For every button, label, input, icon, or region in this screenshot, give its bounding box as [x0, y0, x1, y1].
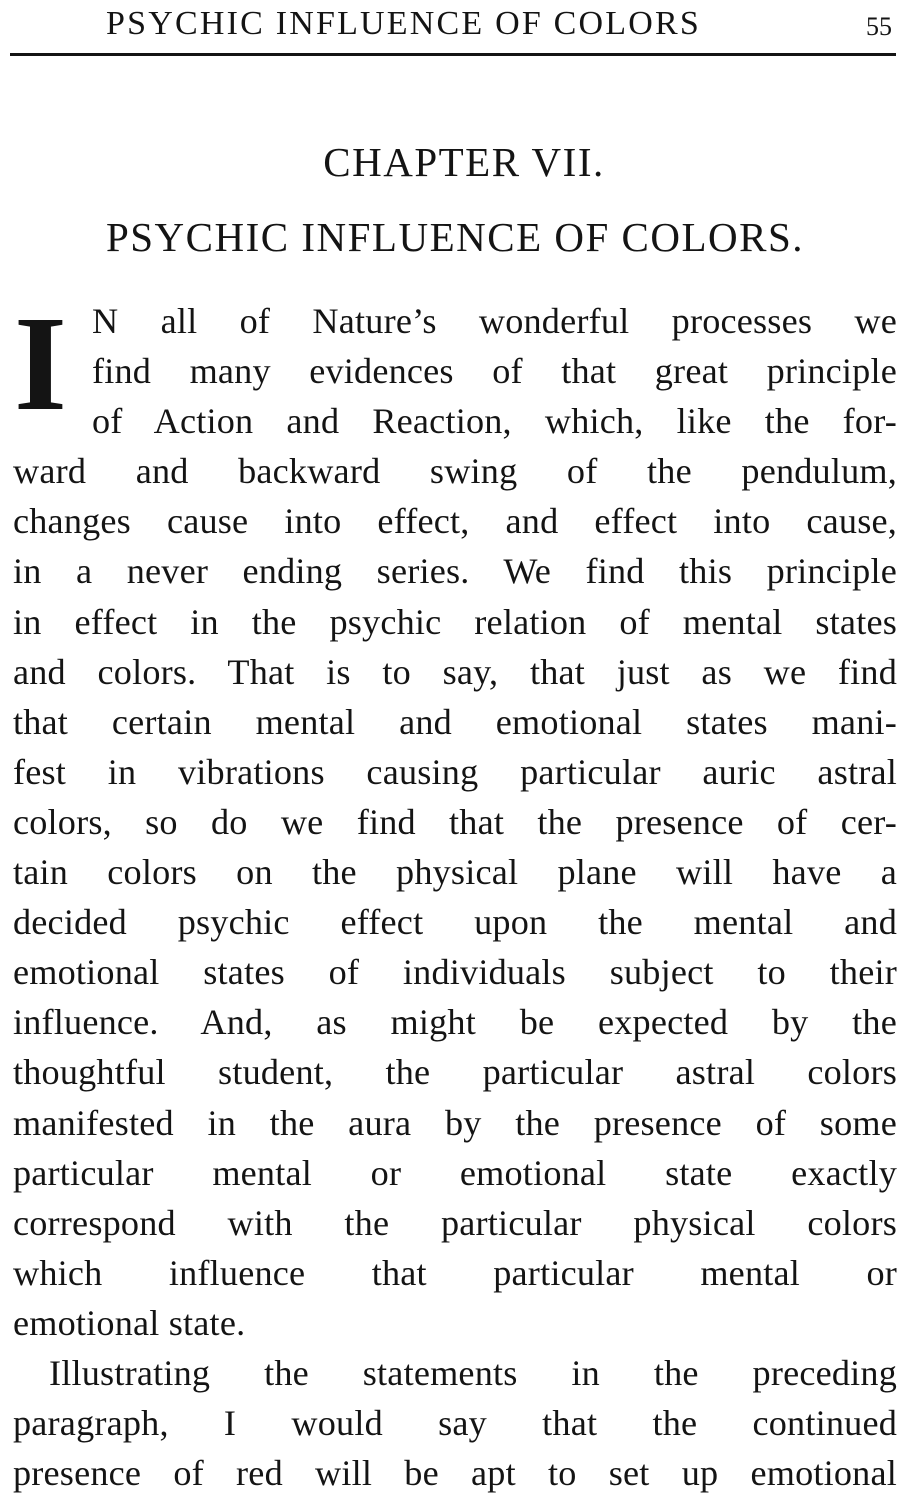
text-line: decided psychic effect upon the mental and — [13, 902, 897, 943]
text-line: tain colors on the physical plane will have a — [13, 852, 897, 893]
text-line: Illustrating the statements in the preceding — [49, 1352, 897, 1393]
text-line: paragraph, I would say that the continued — [13, 1403, 897, 1444]
text-line: colors, so do we find that the presence of cer- — [13, 801, 897, 842]
text-line: presence of red will be apt to set up emotional — [13, 1453, 897, 1494]
text-line: N all of Nature’s wonderful processes we — [92, 301, 897, 341]
chapter-number: CHAPTER VII. — [323, 139, 605, 185]
text-line: find many evidences of that great principle — [92, 351, 897, 392]
text-line: changes cause into effect, and effect into cause, — [13, 501, 897, 542]
header-rule — [10, 53, 896, 56]
text-line: of Action and Reaction, which, like the for- — [92, 401, 897, 442]
text-line: thoughtful student, the particular astral colors — [13, 1052, 897, 1093]
text-line: correspond with the particular physical colors — [13, 1202, 897, 1243]
text-line: manifested in the aura by the presence of some — [13, 1102, 897, 1143]
body-text — [13, 289, 897, 1498]
running-head — [10, 0, 896, 60]
drop-cap: I — [14, 289, 68, 439]
running-title: PSYCHIC INFLUENCE OF COLORS — [106, 5, 701, 42]
text-line: and colors. That is to say, that just as we find — [13, 651, 897, 692]
text-line: ward and backward swing of the pendulum, — [13, 451, 897, 492]
text-line: which influence that particular mental or — [13, 1252, 897, 1293]
chapter-title: PSYCHIC INFLUENCE OF COLORS. — [105, 214, 805, 260]
text-line: emotional states of individuals subject to their — [13, 952, 897, 993]
text-line: in effect in the psychic relation of mental states — [13, 601, 897, 642]
text-line: in a never ending series. We find this principle — [13, 551, 897, 592]
text-line: emotional state. — [13, 1302, 246, 1343]
text-line: fest in vibrations causing particular auric astral — [13, 751, 897, 792]
text-line: that certain mental and emotional states mani- — [13, 701, 897, 742]
page-number: 55 — [866, 12, 892, 41]
paragraph-1 — [13, 289, 897, 1348]
text-line: particular mental or emotional state exactly — [13, 1152, 897, 1193]
text-line: influence. And, as might be expected by the — [13, 1002, 897, 1043]
paragraph-2 — [13, 1348, 897, 1498]
